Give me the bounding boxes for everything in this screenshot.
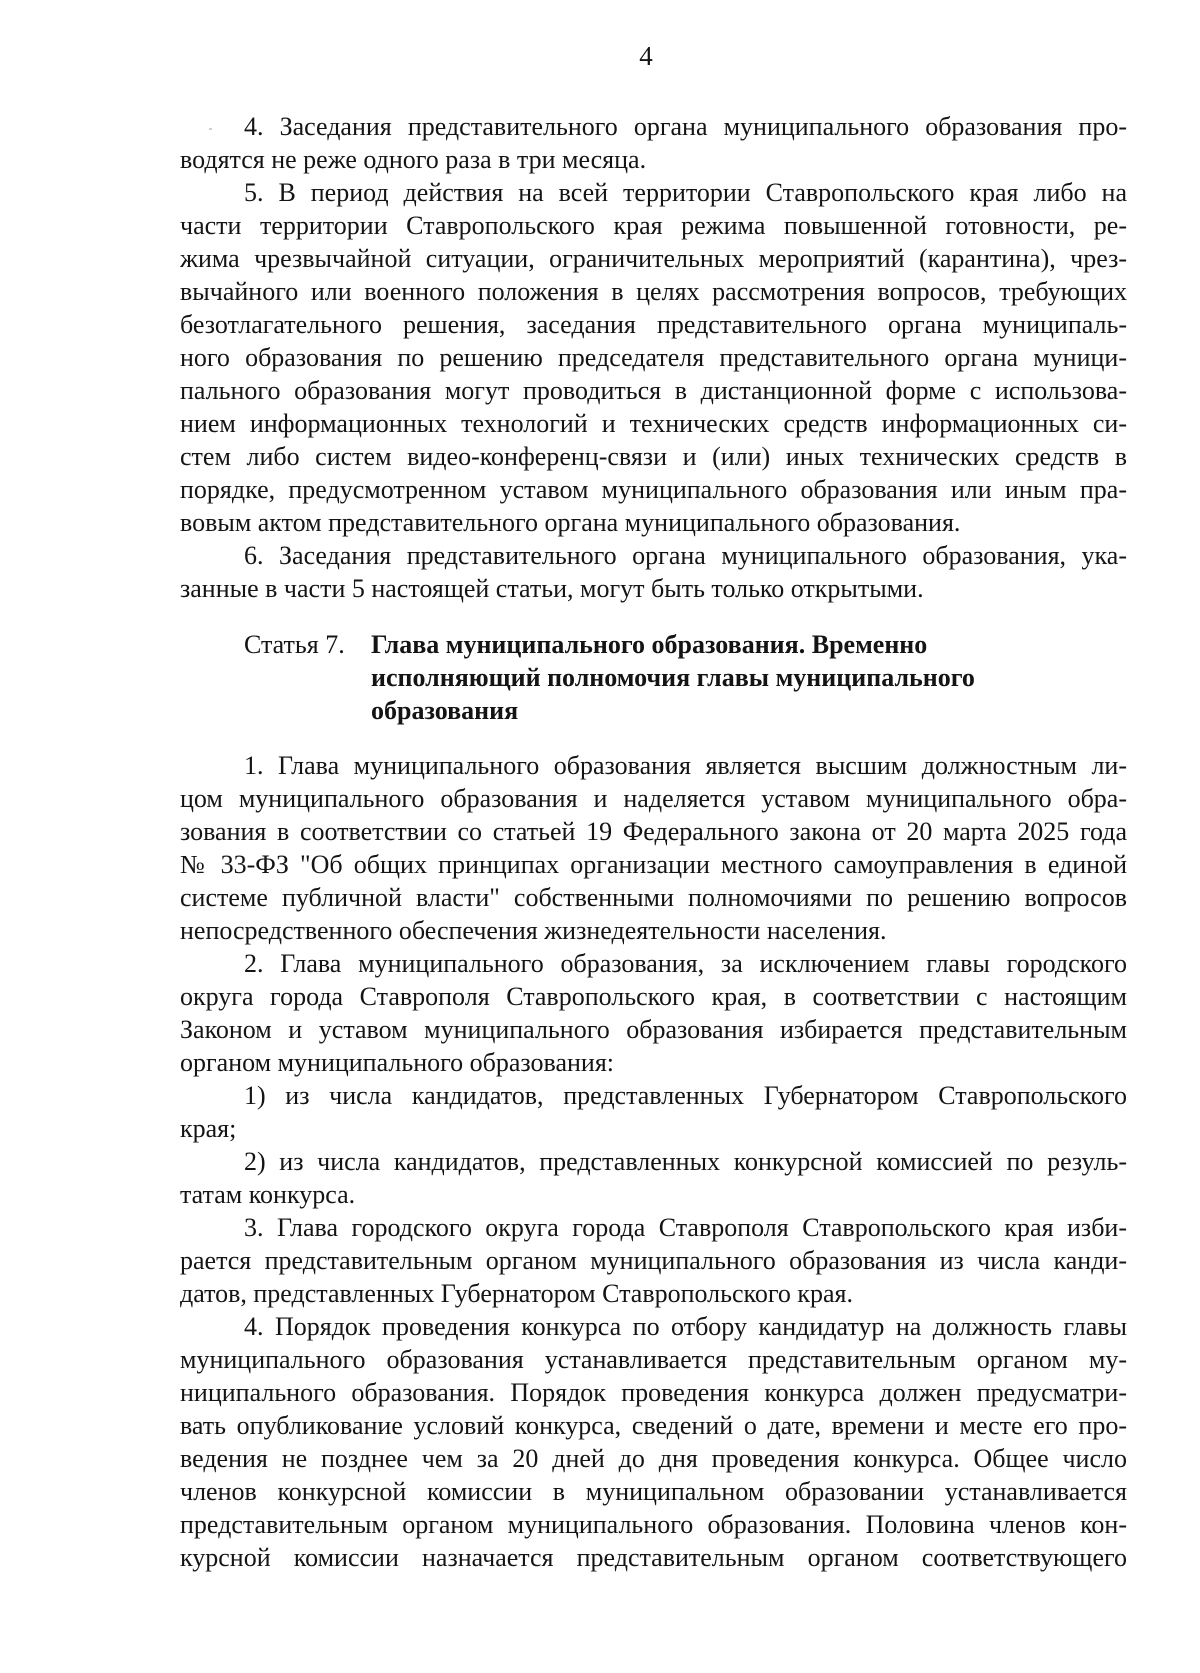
text-line: 3. Глава городского округа города Ставрополя Ставропольского края изби-: [244, 1213, 1127, 1242]
text-line: края;: [180, 1114, 237, 1143]
text-line: 1) из числа кандидатов, представленных Губернатором Ставропольского: [244, 1081, 1127, 1110]
text-line: муниципального образования устанавливается представительным органом му-: [180, 1345, 1127, 1374]
text-line: 6. Заседания представительного органа муниципального образования, ука-: [244, 541, 1127, 570]
text-line: водятся не реже одного раза в три месяца.: [180, 145, 647, 174]
text-line: порядке, предусмотренном уставом муниципального образования или иным пра-: [180, 475, 1127, 504]
text-line: рается представительным органом муниципального образования из числа канди-: [180, 1246, 1127, 1275]
text-line: 1. Глава муниципального образования является высшим должностным ли-: [244, 751, 1127, 780]
text-line: членов конкурсной комиссии в муниципальном образовании устанавливается: [180, 1477, 1127, 1506]
text-line: представительным органом муниципального образования. Половина членов кон-: [180, 1510, 1127, 1539]
text-line: 4. Заседания представительного органа муниципального образования про-: [244, 112, 1127, 141]
text-line: Законом и уставом муниципального образования избирается представительным: [180, 1015, 1127, 1044]
spacer: [180, 605, 1127, 628]
text-line: пального образования могут проводиться в дистанционной форме с использова-: [180, 376, 1127, 405]
text-line: органом муниципального образования:: [180, 1048, 615, 1077]
text-line: датов, представленных Губернатором Ставропольского края.: [180, 1279, 854, 1308]
text-line: 5. В период действия на всей территории Ставропольского края либо на: [244, 178, 1127, 207]
document-body: [180, 110, 1127, 1574]
text-line: непосредственного обеспечения жизнедеятельности населения.: [180, 916, 887, 945]
text-line: вать опубликование условий конкурса, сведений о дате, времени и месте его про-: [180, 1411, 1127, 1440]
text-line: ного образования по решению председателя представительного органа муници-: [180, 343, 1127, 372]
text-line: татам конкурса.: [180, 1180, 356, 1209]
text-line: ведения не позднее чем за 20 дней до дня проведения конкурса. Общее число: [180, 1444, 1127, 1473]
text-line: жима чрезвычайной ситуации, ограничительных мероприятий (карантина), чрез-: [180, 244, 1127, 273]
article-title-line: исполняющий полномочия главы муниципального: [371, 663, 975, 692]
text-line: № 33-ФЗ "Об общих принципах организации местного самоуправления в единой: [180, 850, 1127, 879]
article-title: [371, 628, 1011, 727]
text-line: вовым актом представительного органа муниципального образования.: [180, 508, 961, 537]
text-line: занные в части 5 настоящей статьи, могут быть только открытыми.: [180, 574, 924, 603]
page-number: 4: [639, 41, 653, 71]
text-line: 2. Глава муниципального образования, за исключением главы городского: [244, 949, 1127, 978]
article-title-line: Глава муниципального образования. Временно: [371, 630, 928, 659]
text-line: нием информационных технологий и технических средств информационных си-: [180, 409, 1127, 438]
text-line: курсной комиссии назначается представительным органом соответствующего: [180, 1543, 1127, 1572]
spacer: [180, 727, 1127, 749]
article-number: Статья 7.: [244, 630, 345, 659]
text-line: цом муниципального образования и наделяется уставом муниципального обра-: [180, 784, 1127, 813]
text-line: системе публичной власти" собственными полномочиями по решению вопросов: [180, 883, 1127, 912]
text-line: 2) из числа кандидатов, представленных конкурсной комиссией по резуль-: [244, 1147, 1127, 1176]
text-line: стем либо систем видео-конференц-связи и (или) иных технических средств в: [180, 442, 1127, 471]
text-line: ниципального образования. Порядок проведения конкурса должен предусматри-: [180, 1378, 1127, 1407]
text-line: безотлагательного решения, заседания представительного органа муниципаль-: [180, 310, 1127, 339]
text-line: части территории Ставропольского края режима повышенной готовности, ре-: [180, 211, 1127, 240]
text-line: вычайного или военного положения в целях рассмотрения вопросов, требующих: [180, 277, 1127, 306]
article-6-parts: [180, 110, 1127, 605]
text-line: зования в соответствии со статьей 19 Федерального закона от 20 марта 2025 года: [180, 817, 1127, 846]
text-line: 4. Порядок проведения конкурса по отбору кандидатур на должность главы: [244, 1312, 1127, 1341]
article-7-heading: [180, 628, 1127, 727]
text-line: округа города Ставрополя Ставропольского края, в соответствии с настоящим: [180, 982, 1127, 1011]
article-title-line: образования: [371, 696, 519, 725]
article-7-parts: [180, 749, 1127, 1574]
